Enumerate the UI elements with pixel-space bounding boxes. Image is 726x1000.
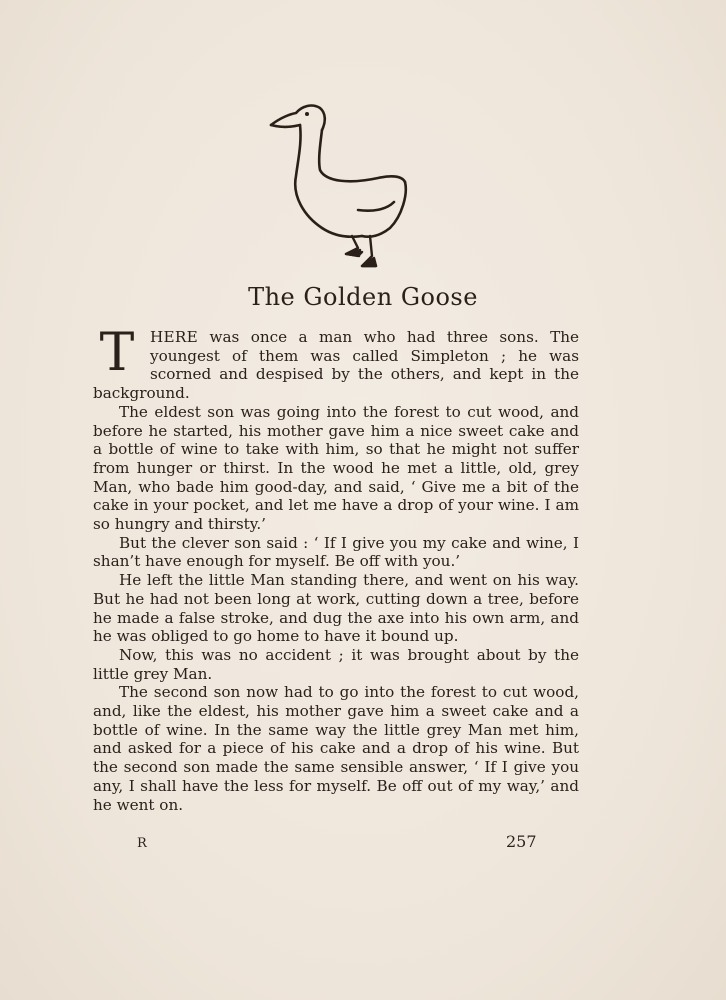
paragraph: The second son now had to go into the forest to cut wood, and, like the eldest, his mother gave him a sweet cake and a bottle of wine. In the same way the little grey Man met him, and asked for a piece of his cake and a drop of his wine. But the second son made the same sensible answer, ‘ If I give you any, I shall have the less for myself. Be off out of my way,’ and he went on. <box>93 683 579 814</box>
opening-caps: HERE <box>150 328 199 346</box>
story-title: The Golden Goose <box>248 283 478 311</box>
page-number: 257 <box>506 832 537 851</box>
story-text <box>93 323 579 814</box>
paragraph: But the clever son said : ‘ If I give you my cake and wine, I shan’t have enough for myself. Be off with you.’ <box>93 533 579 571</box>
goose-illustration-icon <box>262 98 412 276</box>
signature-mark: R <box>137 836 147 851</box>
paragraph: He left the little Man standing there, and went on his way. But he had not been long at work, cutting down a tree, before he made a false stroke, and dug the axe into his own arm, and he was obliged to go home to have it bound up. <box>93 571 579 646</box>
paragraph: Now, this was no accident ; it was brought about by the little grey Man. <box>93 645 579 683</box>
paragraph: The eldest son was going into the forest to cut wood, and before he started, his mother gave him a nice sweet cake and a bottle of wine to take with him, so that he might not suffer from hunger or thirst. In the wood he met a little, old, grey Man, who bade him good-day, and said, ‘ Give me a bit of the cake in your pocket, and let me have a drop of your wine. I am so hungry and thirsty.’ <box>93 402 579 534</box>
opening-text: was once a man who had three sons. The youngest of them was called Simpleton ; he was scorned and despised by the others, and kept in the background. <box>93 328 579 403</box>
drop-cap: T <box>99 323 135 383</box>
opening-paragraph <box>93 323 579 403</box>
